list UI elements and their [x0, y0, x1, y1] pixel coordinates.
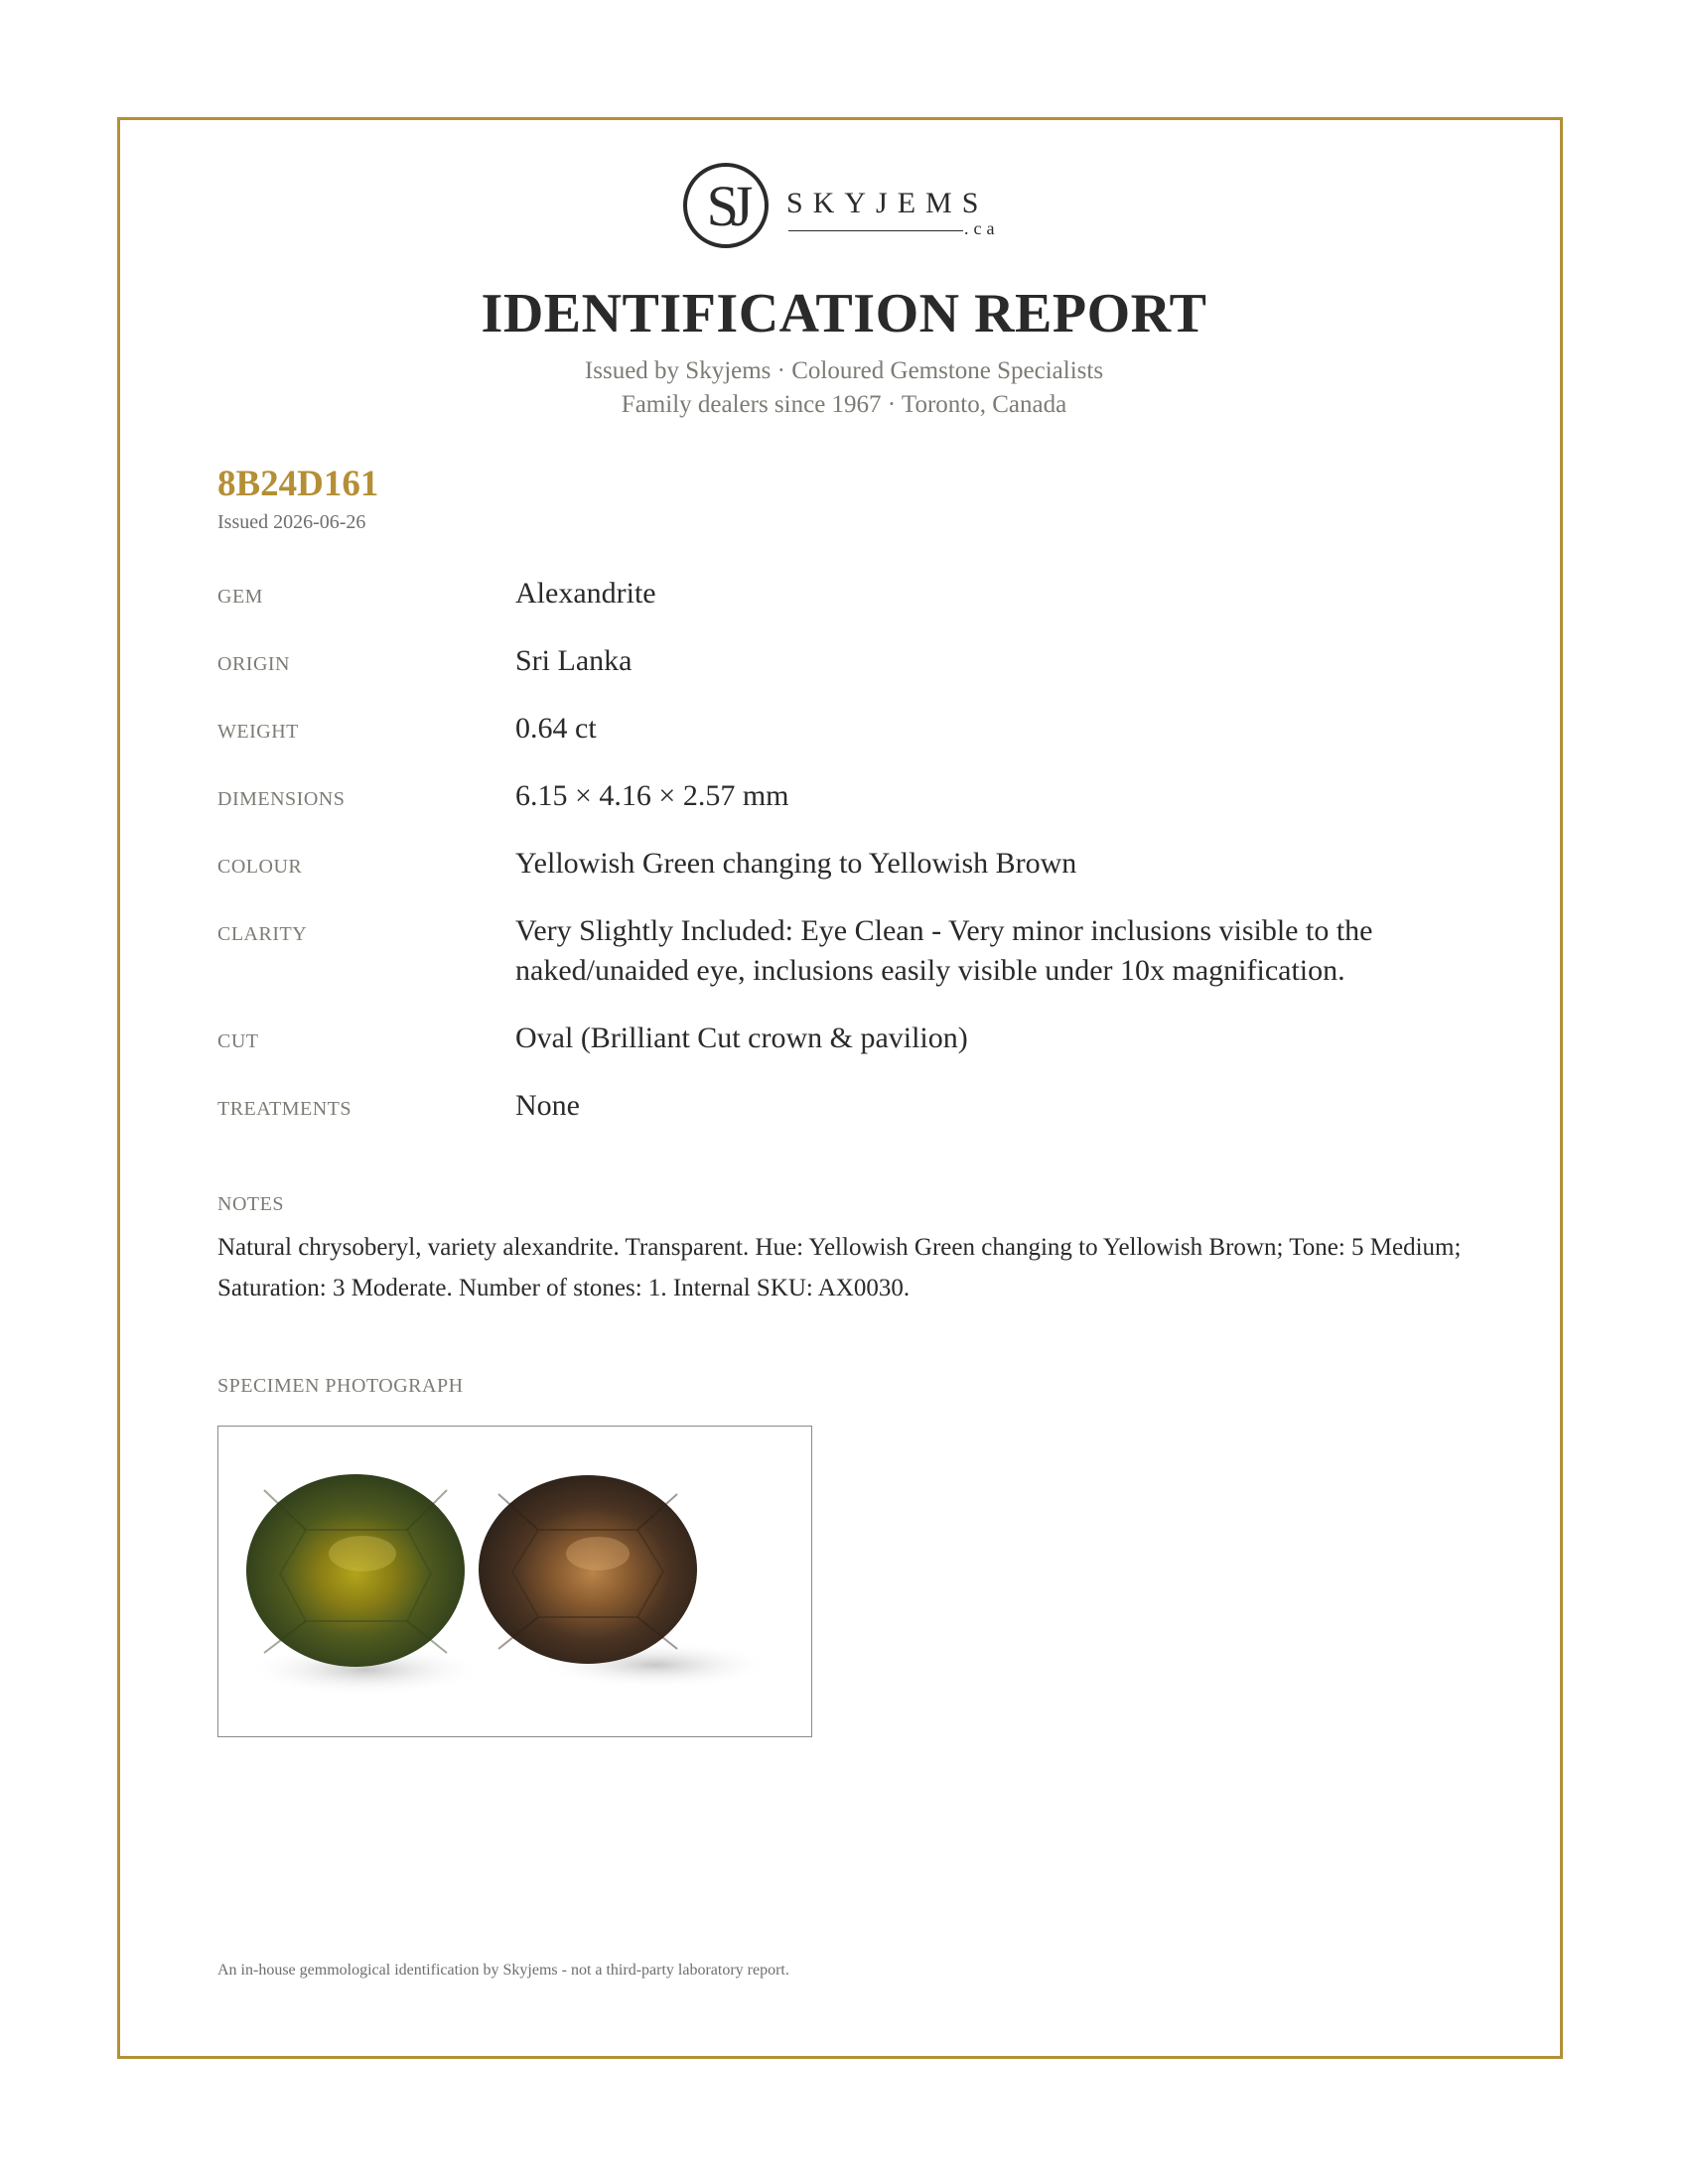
gem-value: Alexandrite: [515, 577, 656, 610]
green-stone-icon: [246, 1474, 465, 1667]
report-title: IDENTIFICATION REPORT: [481, 283, 1207, 344]
report-number: 8B24D161: [217, 464, 379, 504]
issue-date: Issued 2026-06-26: [217, 511, 366, 533]
colour-label: COLOUR: [217, 856, 303, 878]
treatments-value: None: [515, 1089, 580, 1122]
monogram-logo-icon: SJ: [683, 163, 769, 248]
notes-text: Natural chrysoberyl, variety alexandrite. Transparent. Hue: Yellowish Green changing to Yellowish Brown; Tone: 5 Medium; Saturation: 3 Moderate. Number of stones: 1. Internal SKU: AX0030.: [217, 1234, 1462, 1301]
clarity-value: Very Slightly Included: Eye Clean - Very minor inclusions visible to the naked/unaided eye, inclusions easily visible under 10x magnification.: [515, 914, 1373, 987]
dimensions-value: 6.15 × 4.16 × 2.57 mm: [515, 779, 789, 812]
dealer-line: Family dealers since 1967 · Toronto, Canada: [621, 391, 1067, 418]
brand-underline: [788, 230, 963, 231]
specimen-photo: [217, 1426, 812, 1737]
treatments-label: TREATMENTS: [217, 1098, 352, 1120]
brown-stone-icon: [479, 1475, 697, 1664]
cut-label: CUT: [217, 1030, 259, 1052]
gemstone-photo-icon: [218, 1427, 810, 1735]
issuer-line: Issued by Skyjems · Coloured Gemstone Specialists: [584, 357, 1104, 384]
origin-value: Sri Lanka: [515, 644, 633, 677]
cut-value: Oval (Brilliant Cut crown & pavilion): [515, 1022, 968, 1054]
colour-value: Yellowish Green changing to Yellowish Brown: [515, 847, 1077, 880]
gem-label: GEM: [217, 586, 263, 608]
footer-disclaimer: An in-house gemmological identification by Skyjems - not a third-party laboratory report.: [217, 1962, 789, 1979]
brand-domain-suffix: .ca: [964, 218, 1000, 238]
clarity-label: CLARITY: [217, 923, 308, 945]
dimensions-label: DIMENSIONS: [217, 788, 346, 810]
skyjems-logo: [683, 163, 1011, 262]
origin-label: ORIGIN: [217, 653, 290, 675]
brand-name: SKYJEMS: [786, 187, 989, 219]
weight-value: 0.64 ct: [515, 712, 597, 745]
photo-label: SPECIMEN PHOTOGRAPH: [217, 1375, 464, 1397]
notes-label: NOTES: [217, 1193, 284, 1215]
weight-label: WEIGHT: [217, 721, 299, 743]
